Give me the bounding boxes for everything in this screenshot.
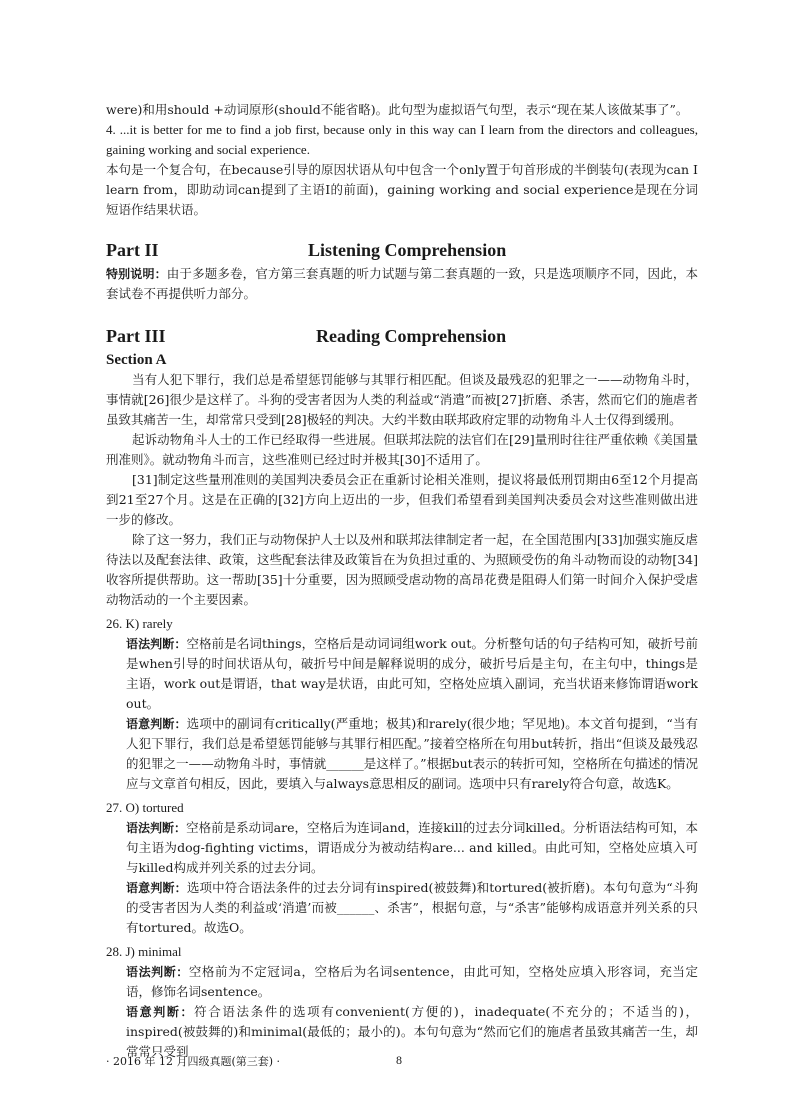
passage-paragraph-1: 当有人犯下罪行，我们总是希望惩罚能够与其罪行相匹配。但谈及最残忍的犯罪之一——动物角斗时，事情就[26]很少是这样了。斗狗的受害者因为人类的利益或“消遣”而被[27]折磨、杀害，然而它们的施虐者虽致其痛苦一生，却常常只受到[28]极轻的判决。大约半数由联邦政府定罪的动物角斗人士仅得到缓刑。 xyxy=(106,372,698,427)
grammar-text: 空格前是系动词are，空格后为连词and，连接kill的过去分词killed。分析语法结构可知，本句主语为dog-fighting victims，谓语成分为被动结构are... and killed。由此可知，空格处应填入可与killed构成并列关系的过去分词。 xyxy=(126,820,698,875)
item-4-sentence: 4. ...it is better for me to find a job first, because only in this way can I learn from the directors and colleagues, gaining working and social experience. xyxy=(106,122,698,157)
answer-28 xyxy=(106,942,698,1062)
section-a-heading: Section A xyxy=(106,352,167,368)
answer-heading: 28. J) minimal xyxy=(106,944,182,959)
footer-source: · 2016 年 12 月四级真题(第三套) · xyxy=(106,1055,281,1068)
passage-paragraph-3: [31]制定这些量刑准则的美国判决委员会正在重新讨论相关准则，提议将最低刑罚期由6至12个月提高到21至27个月。这是在正确的[32]方向上迈出的一步，但我们希望看到美国判决委员会对这些准则做出进一步的修改。 xyxy=(106,472,698,527)
part-2-number: Part II xyxy=(106,240,159,260)
page-number: 8 xyxy=(396,1053,402,1067)
meaning-analysis xyxy=(126,714,698,794)
part-2-heading xyxy=(106,240,698,264)
note-label: 特别说明： xyxy=(106,267,167,281)
part-2-title: Listening Comprehension xyxy=(308,240,507,260)
grammar-label: 语法判断： xyxy=(126,821,187,835)
grammar-analysis xyxy=(126,818,698,878)
part-3-title: Reading Comprehension xyxy=(316,326,507,346)
part-3-number: Part III xyxy=(106,326,166,346)
grammar-analysis xyxy=(126,634,698,714)
document-page xyxy=(106,100,698,1062)
meaning-label: 语意判断： xyxy=(126,717,187,731)
part-3-heading xyxy=(106,326,698,350)
grammar-text: 空格前为不定冠词a，空格后为名词sentence，由此可知，空格处应填入形容词，充当定语，修饰名词sentence。 xyxy=(126,964,698,999)
answer-heading: 27. O) tortured xyxy=(106,800,184,815)
intro-line: were)和用should +动词原形(should不能省略)。此句型为虚拟语气句型，表示“现在某人该做某事了”。 xyxy=(106,102,689,117)
meaning-text: 符合语法条件的选项有convenient(方便的)，inadequate(不充分的；不适当的)，inspired(被鼓舞的)和minimal(最低的；最小的)。本句句意为“然而它们的施虐者虽致其痛苦一生，却常常只受到 xyxy=(126,1004,698,1059)
answer-27 xyxy=(106,798,698,938)
meaning-label: 语意判断： xyxy=(126,1005,195,1019)
item-4-explanation: 本句是一个复合句，在because引导的原因状语从句中包含一个only置于句首形成的半倒装句(表现为can I learn from，即助动词can提到了主语I的前面)，gaining working and social experience是现在分词短语作结果状语。 xyxy=(106,162,698,217)
grammar-label: 语法判断： xyxy=(126,637,187,651)
passage-paragraph-2: 起诉动物角斗人士的工作已经取得一些进展。但联邦法院的法官们在[29]量刑时往往严重依赖《美国量刑准则》。就动物角斗而言，这些准则已经过时并极其[30]不适用了。 xyxy=(106,432,698,467)
meaning-label: 语意判断： xyxy=(126,881,187,895)
grammar-label: 语法判断： xyxy=(126,965,189,979)
note-text: 由于多题多卷，官方第三套真题的听力试题与第二套真题的一致，只是选项顺序不同，因此，本套试卷不再提供听力部分。 xyxy=(106,266,698,301)
grammar-text: 空格前是名词things，空格后是动词词组work out。分析整句话的句子结构可知，破折号前是when引导的时间状语从句，破折号中间是解释说明的成分，破折号后是主句，在主句中，things是主语，work out是谓语，that way是状语，由此可知，空格处应填入副词，充当状语来修饰谓语work out。 xyxy=(126,636,698,711)
grammar-analysis xyxy=(126,962,698,1002)
part-2-note xyxy=(106,264,698,304)
answer-26 xyxy=(106,614,698,794)
meaning-text: 选项中的副词有critically(严重地；极其)和rarely(很少地；罕见地)。本文首句提到，“当有人犯下罪行，我们总是希望惩罚能够与其罪行相匹配。”接着空格所在句用but转折，指出“但谈及最残忍的犯罪之一——动物角斗时，事情就______是这样了。”根据but表示的转折可知，空格所在句描述的情况应与文章首句相反，因此，要填入与always意思相反的副词。选项中只有rarely符合句意，故选K。 xyxy=(126,716,698,791)
answer-heading: 26. K) rarely xyxy=(106,616,173,631)
meaning-text: 选项中符合语法条件的过去分词有inspired(被鼓舞)和tortured(被折磨)。本句句意为“斗狗的受害者因为人类的利益或‘消遣’而被______、杀害”，根据句意，与“杀害”能够构成语意并列关系的只有tortured。故选O。 xyxy=(126,880,698,935)
meaning-analysis xyxy=(126,878,698,938)
passage-paragraph-4: 除了这一努力，我们正与动物保护人士以及州和联邦法律制定者一起，在全国范围内[33]加强实施反虐待法以及配套法律、政策，这些配套法律及政策旨在为负担过重的、为照顾受伤的角斗动物而设的动物[34]收容所提供帮助。这一帮助[35]十分重要，因为照顾受虐动物的高昂花费是阻碍人们第一时间介入保护受虐动物活动的一个主要因素。 xyxy=(106,532,698,607)
